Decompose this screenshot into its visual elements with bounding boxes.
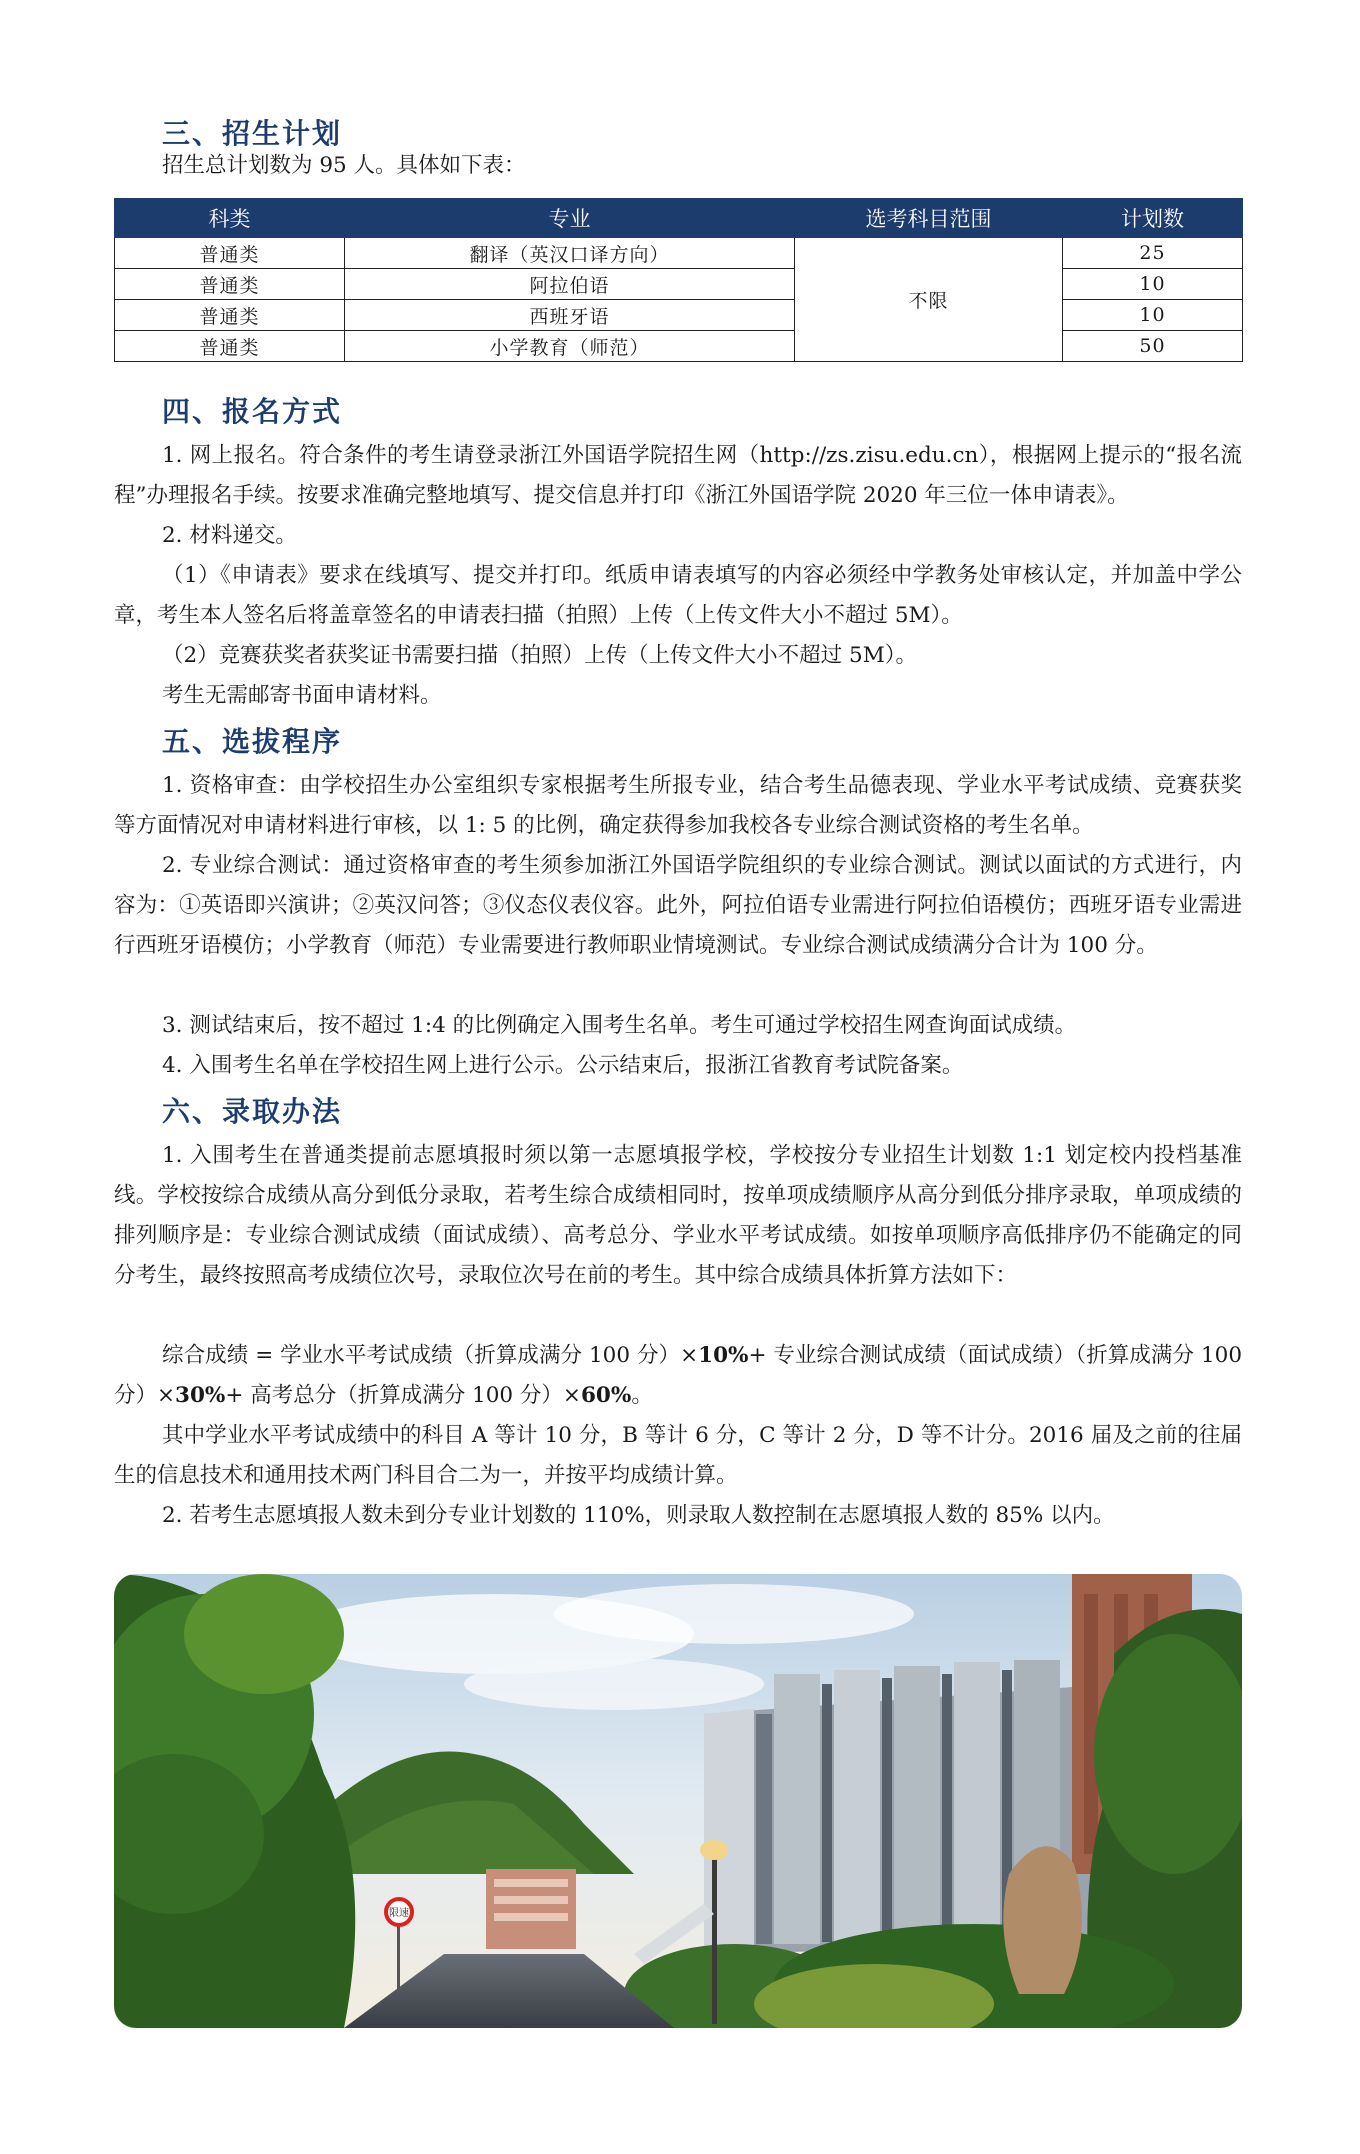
- table-row: [115, 269, 1243, 300]
- admission-grade-conversion: 其中学业水平考试成绩中的科目 A 等计 10 分，B 等计 6 分，C 等计 2 分，D 等不计分。2016 届及之前的往届生的信息技术和通用技术两门科目合二为一，并按平均成绩计算。: [114, 1423, 1242, 1488]
- formula-part-4: 。: [631, 1383, 653, 1408]
- selection-comprehensive-test: 2. 专业综合测试：通过资格审查的考生须参加浙江外国语学院组织的专业综合测试。测试以面试的方式进行，内容为：①英语即兴演讲；②英汉问答；③仪态仪表仪容。此外，阿拉伯语专业需进行阿拉伯语模仿；西班牙语专业需进行西班牙语模仿；小学教育（师范）专业需要进行教师职业情境测试。专业综合测试成绩满分合计为 100 分。: [114, 853, 1242, 958]
- formula-weight-interview: 30%: [175, 1383, 226, 1408]
- selection-publicity: 4. 入围考生名单在学校招生网上进行公示。公示结束后，报浙江省教育考试院备案。: [162, 1053, 964, 1078]
- row-major: 翻译（英汉口译方向）: [345, 238, 795, 269]
- admission-formula: [114, 1336, 1242, 1416]
- section-heading-registration: 四、报名方式: [162, 395, 343, 428]
- row-count: 10: [1063, 269, 1243, 300]
- registration-award-certificates: （2）竞赛获奖者获奖证书需要扫描（拍照）上传（上传文件大小不超过 5M）。: [162, 643, 917, 668]
- registration-no-mail: 考生无需邮寄书面申请材料。: [162, 683, 442, 708]
- speed-limit-sign: 限速: [389, 1908, 409, 1919]
- header-subject-range: 选考科目范围: [795, 199, 1063, 238]
- section-heading-plan: 三、招生计划: [162, 117, 343, 150]
- table-header-row: [115, 199, 1243, 238]
- table-row: [115, 300, 1243, 331]
- registration-application-form: （1）《申请表》要求在线填写、提交并打印。纸质申请表填写的内容必须经中学教务处审核认定，并加盖中学公章，考生本人签名后将盖章签名的申请表扫描（拍照）上传（上传文件大小不超过 5M）。: [114, 563, 1242, 628]
- registration-materials: 2. 材料递交。: [162, 523, 297, 548]
- formula-part-2: + 专业综合测试成绩（面试成绩）（折算成满分 100 分）×: [114, 1343, 1242, 1408]
- header-category: 科类: [115, 199, 345, 238]
- selection-qualification-review: 1. 资格审查：由学校招生办公室组织专家根据考生所报专业，结合考生品德表现、学业水平考试成绩、竞赛获奖等方面情况对申请材料进行审核，以 1: 5 的比例，确定获得参加我校各专业综合测试资格的考生名单。: [114, 773, 1242, 838]
- row-count: 25: [1063, 238, 1243, 269]
- formula-part-3: + 高考总分（折算成满分 100 分）×: [225, 1383, 581, 1408]
- row-category: 普通类: [115, 300, 345, 331]
- campus-photo: [114, 1574, 1242, 2028]
- header-plan-count: 计划数: [1063, 199, 1243, 238]
- row-count: 50: [1063, 331, 1243, 362]
- row-major: 小学教育（师范）: [345, 331, 795, 362]
- row-major: 阿拉伯语: [345, 269, 795, 300]
- row-category: 普通类: [115, 269, 345, 300]
- table-row: [115, 331, 1243, 362]
- header-major: 专业: [345, 199, 795, 238]
- admission-quota: 2. 若考生志愿填报人数未到分专业计划数的 110%，则录取人数控制在志愿填报人数的 85% 以内。: [162, 1503, 1115, 1528]
- registration-online: 1. 网上报名。符合条件的考生请登录浙江外国语学院招生网（http://zs.zisu.edu.cn），根据网上提示的“报名流程”办理报名手续。按要求准确完整地填写、提交信息并打印《浙江外国语学院 2020 年三位一体申请表》。: [114, 443, 1242, 508]
- selection-shortlist: 3. 测试结束后，按不超过 1:4 的比例确定入围考生名单。考生可通过学校招生网查询面试成绩。: [162, 1013, 1077, 1038]
- row-category: 普通类: [115, 238, 345, 269]
- enrollment-plan-table: [114, 198, 1243, 362]
- section-heading-selection: 五、选拔程序: [162, 725, 343, 758]
- section-heading-admission: 六、录取办法: [162, 1095, 343, 1128]
- row-major: 西班牙语: [345, 300, 795, 331]
- admission-rule: 1. 入围考生在普通类提前志愿填报时须以第一志愿填报学校，学校按分专业招生计划数 1:1 划定校内投档基准线。学校按综合成绩从高分到低分录取，若考生综合成绩相同时，按单项成绩顺序从高分到低分排序录取，单项成绩的排列顺序是：专业综合测试成绩（面试成绩）、高考总分、学业水平考试成绩。如按单项顺序高低排序仍不能确定的同分考生，最终按照高考成绩位次号，录取位次号在前的考生。其中综合成绩具体折算方法如下：: [114, 1143, 1242, 1288]
- row-subject-range: 不限: [795, 238, 1063, 362]
- formula-part-1: 综合成绩 = 学业水平考试成绩（折算成满分 100 分）×: [162, 1343, 699, 1368]
- row-count: 10: [1063, 300, 1243, 331]
- table-row: [115, 238, 1243, 269]
- formula-weight-gaokao: 60%: [580, 1383, 632, 1408]
- row-category: 普通类: [115, 331, 345, 362]
- plan-intro: 招生总计划数为 95 人。具体如下表：: [162, 153, 526, 178]
- formula-weight-academic: 10%: [698, 1343, 749, 1368]
